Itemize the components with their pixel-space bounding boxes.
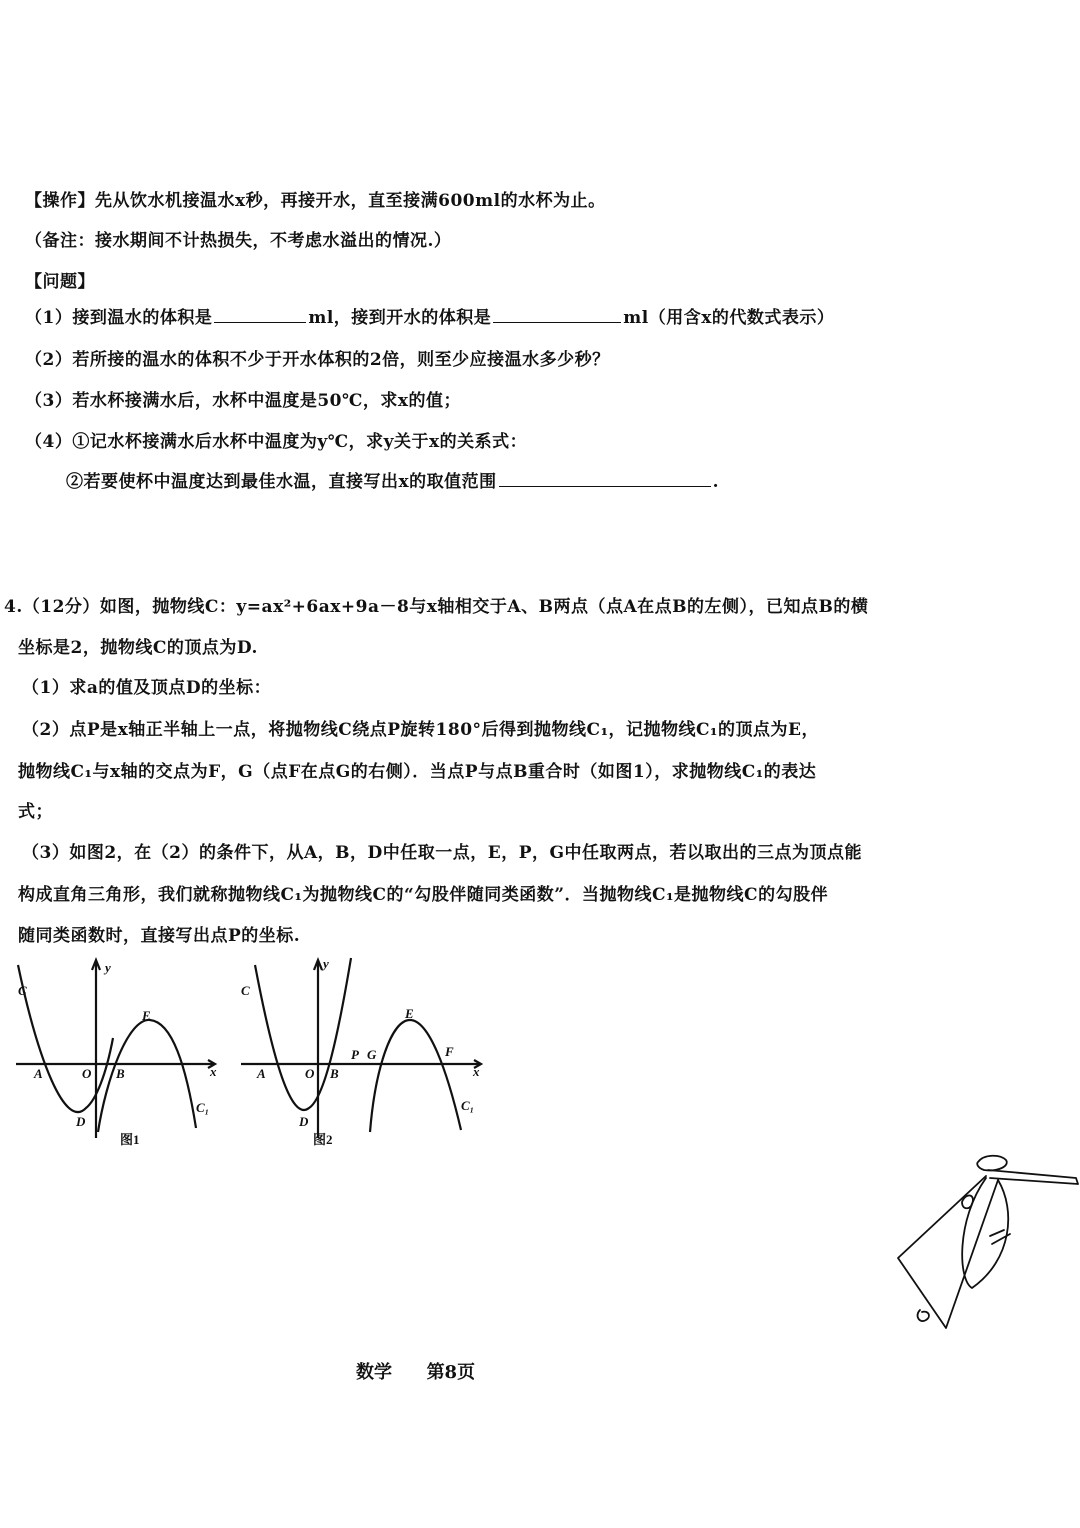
figure-2 [233,950,493,1150]
footer-page-number: 第8页 [426,1362,476,1383]
footer [356,1358,475,1384]
label-a: A [34,1066,43,1081]
label-b: B [116,1066,125,1081]
q4-2-end: . [712,472,720,492]
problem-4-line-2: 坐标是2，抛物线C的顶点为D. [18,638,258,658]
q1-part-a: （1）接到温水的体积是 [25,308,213,328]
label-p: P [351,1047,359,1062]
label-a: A [257,1066,266,1081]
question-2: （2）若所接的温水的体积不少于开水体积的2倍，则至少应接温水多少秒？ [25,350,610,370]
label-b: B [330,1066,339,1081]
label-e: E [142,1008,151,1023]
q1-part-c: ml（用含x的代数式表示） [623,308,835,328]
q1-part-b: ml，接到开水的体积是 [308,308,492,328]
label-c1: C₁ [196,1100,210,1115]
figure-1-caption: 图1 [120,1132,140,1147]
parabola-c1 [370,1020,461,1132]
question-4-part-2 [66,467,719,492]
problem-4-q2-line-2: 抛物线C₁与x轴的交点为F，G（点F在点G的右侧）．当点P与点B重合时（如图1），求抛物线C₁的表达 [18,762,817,782]
problem-4-q3-line-2: 构成直角三角形，我们就称抛物线C₁为抛物线C的“勾股伴随同类函数”．当抛物线C₁是抛物线C的勾股伴 [18,885,829,905]
question-4-part-1: （4）①记水杯接满水后水杯中温度为y℃，求y关于x的关系式： [25,432,528,452]
answer-blank-1[interactable] [214,308,306,323]
parabola-c [18,965,113,1112]
label-o: O [82,1066,92,1081]
problem-4-line-1: 4.（12分）如图，抛物线C：y=ax²+6ax+9a－8与x轴相交于A、B两点（点A在点B的左侧），已知点B的横 [4,597,869,617]
label-c: C [241,983,250,998]
parabola-c [255,958,351,1110]
label-x: x [210,1064,217,1079]
q4-2-text: ②若要使杯中温度达到最佳水温，直接写出x的取值范围 [66,472,497,492]
footer-subject: 数学 [356,1362,392,1383]
problem-4-q2-line-3: 式； [18,802,53,822]
operation-text: 【操作】先从饮水机接温水x秒，再接开水，直至接满600ml的水杯为止。 [25,191,606,211]
answer-blank-2[interactable] [493,308,621,323]
problem-4-q3-line-1: （3）如图2，在（2）的条件下，从A，B，D中任取一点，E，P，G中任取两点，若以取出的三点为顶点能 [22,843,863,863]
label-y: y [323,956,329,971]
handwritten-sketch [880,1140,1080,1340]
label-d: D [299,1114,309,1129]
label-x: x [473,1064,480,1079]
label-o: O [305,1066,315,1081]
figure-2-caption: 图2 [313,1132,333,1147]
label-e: E [405,1006,414,1021]
question-3: （3）若水杯接满水后，水杯中温度是50℃，求x的值； [25,391,461,411]
answer-blank-3[interactable] [499,472,711,487]
problem-4-q2-line-1: （2）点P是x轴正半轴上一点，将抛物线C绕点P旋转180°后得到抛物线C₁，记抛物线C₁的顶点为E， [22,720,819,740]
label-f: F [445,1044,454,1059]
parabola-c1 [98,1020,196,1132]
note-text: （备注：接水期间不计热损失，不考虑水溢出的情况.） [25,231,452,251]
label-c1: C₁ [461,1098,475,1113]
label-d: D [76,1114,86,1129]
problem-header: 【问题】 [25,272,95,292]
label-g: G [367,1047,377,1062]
problem-4-q3-line-3: 随同类函数时，直接写出点P的坐标. [18,926,301,946]
question-1 [25,303,834,328]
label-y: y [105,960,111,975]
figure-1 [10,950,225,1150]
problem-4-q1: （1）求a的值及顶点D的坐标： [22,678,272,698]
label-c: C [18,983,27,998]
